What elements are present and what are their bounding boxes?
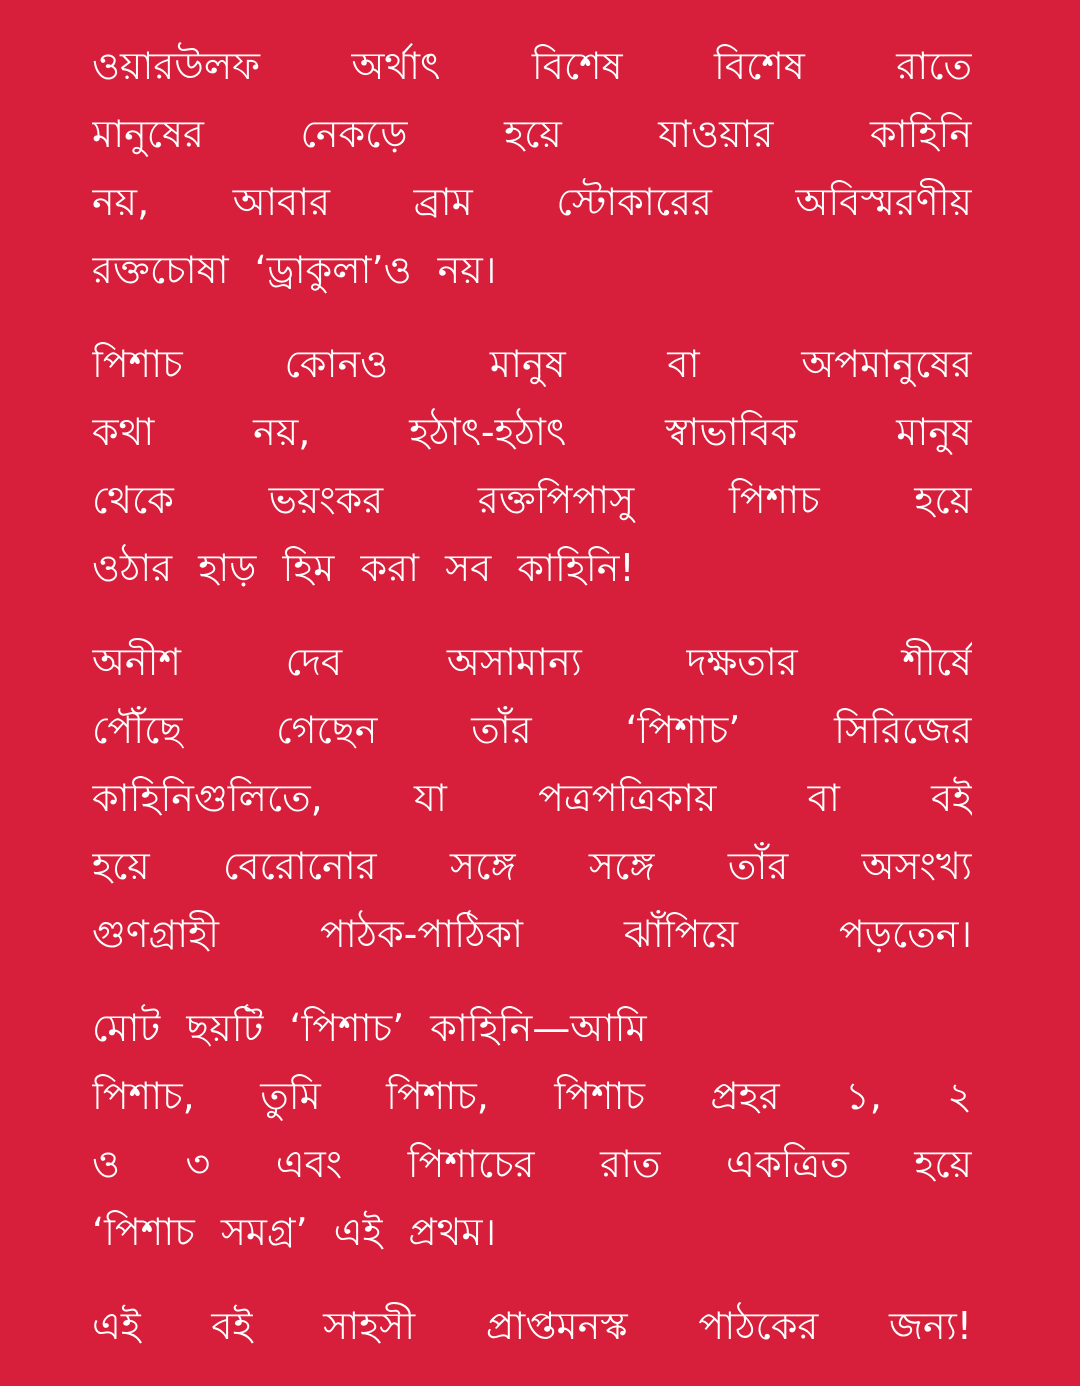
text-line: ওয়ারউলফ অর্থাৎ বিশেষ বিশেষ রাতে: [92, 44, 972, 88]
text-line: হয়ে বেরোনোর সঙ্গে সঙ্গে তাঁর অসংখ্য: [92, 844, 972, 888]
text-line: কাহিনিগুলিতে, যা পত্রপত্রিকায় বা বই: [92, 776, 972, 820]
text-line: থেকে ভয়ংকর রক্তপিপাসু পিশাচ হয়ে: [92, 478, 972, 522]
paragraph-1: [92, 32, 972, 304]
text-line: মোট ছয়টি ‘পিশাচ’ কাহিনি—আমি: [92, 1006, 647, 1050]
text-line: মানুষের নেকড়ে হয়ে যাওয়ার কাহিনি: [92, 112, 972, 156]
closing-line: এই বই সাহসী প্রাপ্তমনস্ক পাঠকের জন্য!: [92, 1304, 972, 1348]
text-line: কথা নয়, হঠাৎ-হঠাৎ স্বাভাবিক মানুষ: [92, 410, 972, 454]
text-line: পিশাচ কোনও মানুষ বা অপমানুষের: [92, 342, 972, 386]
text-line: ওঠার হাড় হিম করা সব কাহিনি!: [92, 546, 635, 590]
text-line: পৌঁছে গেছেন তাঁর ‘পিশাচ’ সিরিজের: [92, 708, 972, 752]
blurb-text-block: [92, 32, 972, 1386]
text-line: নয়, আবার ব্রাম স্টোকারের অবিস্মরণীয়: [92, 180, 972, 224]
text-line: ও ৩ এবং পিশাচের রাত একত্রিত হয়ে: [92, 1142, 972, 1186]
text-line: রক্তচোষা ‘ড্রাকুলা’ও নয়।: [92, 248, 497, 292]
text-line: ‘পিশাচ সমগ্র’ এই প্রথম।: [92, 1210, 497, 1254]
text-line: অনীশ দেব অসামান্য দক্ষতার শীর্ষে: [92, 640, 972, 684]
paragraph-4: [92, 994, 972, 1266]
paragraph-2: [92, 330, 972, 602]
paragraph-3: [92, 628, 972, 968]
text-line: পিশাচ, তুমি পিশাচ, পিশাচ প্রহর ১, ২: [92, 1074, 972, 1118]
text-line: গুণগ্রাহী পাঠক-পাঠিকা ঝাঁপিয়ে পড়তেন।: [92, 912, 972, 956]
